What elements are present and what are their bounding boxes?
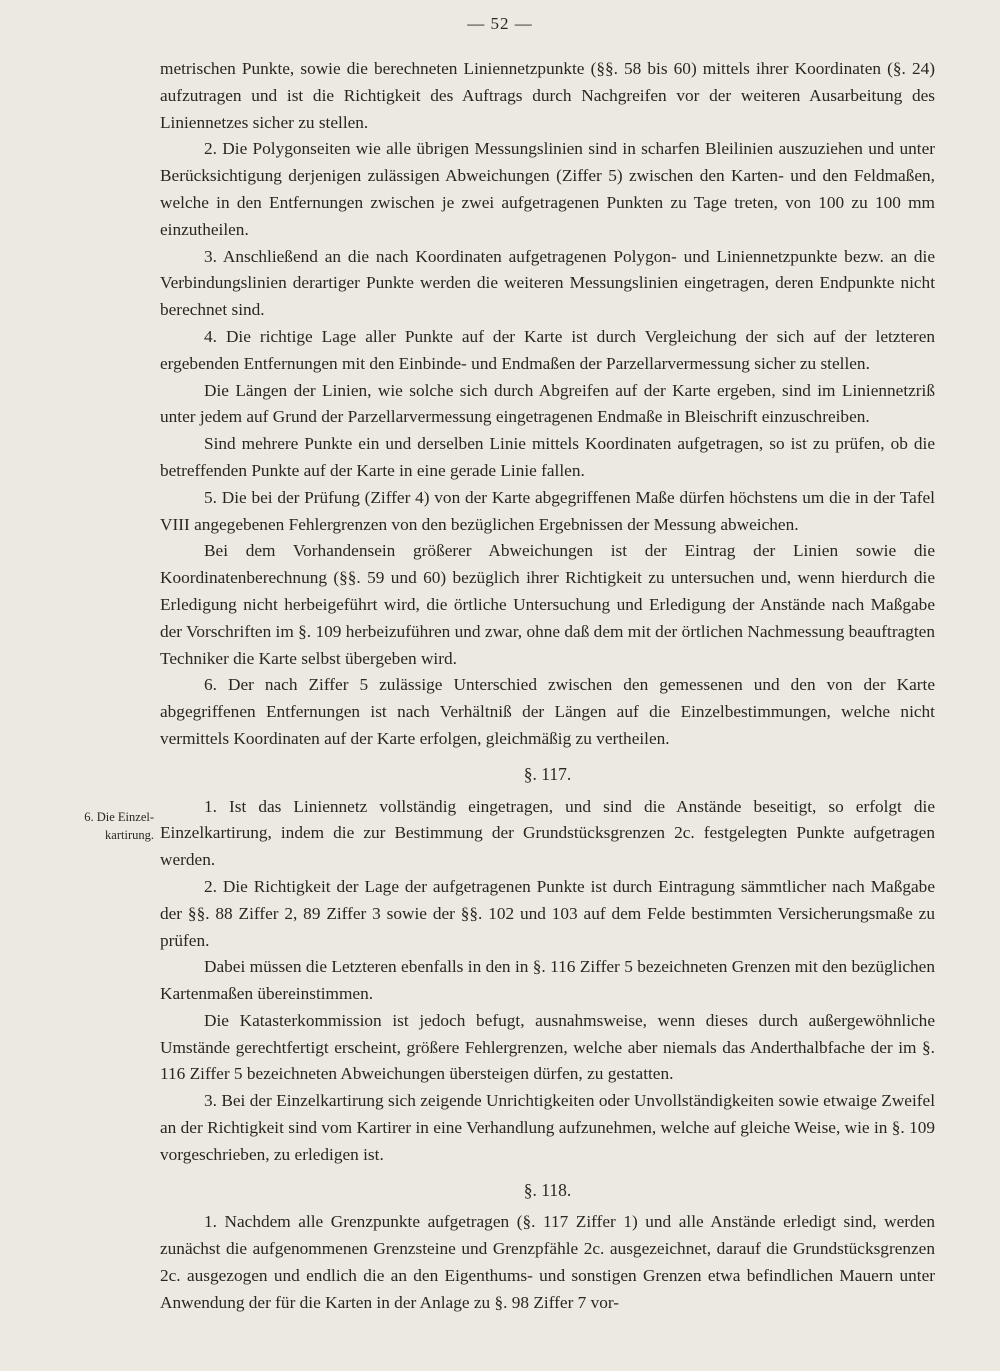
section-heading-118: §. 118. xyxy=(523,1179,572,1200)
body-text xyxy=(160,56,935,1317)
section-heading-117: §. 117. xyxy=(523,763,572,784)
paragraph: 2. Die Polygonseiten wie alle übrigen Messungslinien sind in scharfen Bleilinien auszuziehen und unter Berücksichtigung derjenigen zulässigen Abweichungen (Ziffer 5) zwischen den Karten- und den Feldmaßen, welche in den Entfernungen zwischen je zwei aufgetragenen Punkten zu Tage treten, von 100 zu 100 mm einzutheilen. xyxy=(160,139,935,239)
paragraph: Bei dem Vorhandensein größerer Abweichungen ist der Eintrag der Linien sowie die Koordinatenberechnung (§§. 59 und 60) bezüglich ihrer Richtigkeit zu untersuchen und, wenn hierdurch die Erledigung nicht herbeigeführt wird, die örtliche Untersuchung und Erledigung der Anstände nach Maßgabe der Vorschriften im §. 109 herbeizuführen und zwar, ohne daß dem mit der örtlichen Nachmessung beauftragten Techniker die Karte selbst übergeben wird. xyxy=(160,541,935,668)
margin-note-line: kartirung. xyxy=(105,828,154,842)
paragraph: Die Längen der Linien, wie solche sich durch Abgreifen auf der Karte ergeben, sind im Liniennetzriß unter jedem auf Grund der Parzellarvermessung eingetragenen Endmaße in Bleischrift einzuschreiben. xyxy=(160,380,935,427)
paragraph: 4. Die richtige Lage aller Punkte auf der Karte ist durch Vergleichung der sich auf der letzteren ergebenden Entfernungen mit den Einbinde- und Endmaßen der Parzellarvermessung sicher zu stellen. xyxy=(160,326,935,373)
paragraph: Sind mehrere Punkte ein und derselben Linie mittels Koordinaten aufgetragen, so ist zu prüfen, ob die betreffenden Punkte auf der Karte in eine gerade Linie fallen. xyxy=(160,434,935,480)
paragraph: 3. Bei der Einzelkartirung sich zeigende Unrichtigkeiten oder Unvollständigkeiten sowie etwaige Zweifel an der Richtigkeit sind vom Kartirer in eine Verhandlung aufzunehmen, welche auf gleiche Weise, wie in §. 109 vorgeschrieben, zu erledigen ist. xyxy=(160,1091,935,1164)
paragraph: 1. Ist das Liniennetz vollständig eingetragen, und sind die Anstände beseitigt, so erfolgt die Einzelkartirung, indem die zur Bestimmung der Grundstücksgrenzen 2c. festgelegten Punkte aufgetragen werden. xyxy=(160,796,935,870)
paragraph: Dabei müssen die Letzteren ebenfalls in den in §. 116 Ziffer 5 bezeichneten Grenzen mit den bezüglichen Kartenmaßen übereinstimmen. xyxy=(160,957,935,1004)
paragraph: metrischen Punkte, sowie die berechneten Liniennetzpunkte (§§. 58 bis 60) mittels ihrer Koordinaten (§. 24) aufzutragen und ist die Richtigkeit des Auftrags durch Nachgreifen vor der weiteren Ausarbeitung des Liniennetzes sicher zu stellen. xyxy=(160,59,935,132)
paragraph: 6. Der nach Ziffer 5 zulässige Unterschied zwischen den gemessenen und den von der Karte abgegriffenen Entfernungen ist nach Verhältniß der Längen auf die Einzelbestimmungen, welche nicht vermittels Koordinaten auf der Karte erfolgen, gleichmäßig zu vertheilen. xyxy=(160,675,935,748)
margin-note-line: 6. Die Einzel- xyxy=(84,810,154,824)
page-number: — 52 — xyxy=(467,14,533,33)
paragraph: 5. Die bei der Prüfung (Ziffer 4) von der Karte abgegriffenen Maße dürfen höchstens um die in der Tafel VIII angegebenen Fehlergrenzen von den bezüglichen Ergebnissen der Messung abweichen. xyxy=(160,487,935,534)
paragraph: 1. Nachdem alle Grenzpunkte aufgetragen (§. 117 Ziffer 1) und alle Anstände erledigt sind, werden zunächst die aufgenommenen Grenzsteine und Grenzpfähle 2c. ausgezeichnet, darauf die Grundstücksgrenzen 2c. ausgezogen und endlich die an den Eigenthums- und sonstigen Grenzen etwa befindlichen Mauern unter Anwendung der für die Karten in der Anlage zu §. 98 Ziffer 7 vor- xyxy=(160,1212,935,1312)
margin-note xyxy=(56,808,154,844)
paragraph: 2. Die Richtigkeit der Lage der aufgetragenen Punkte ist durch Eintragung sämmtlicher nach Maßgabe der §§. 88 Ziffer 2, 89 Ziffer 3 sowie der §§. 102 und 103 auf dem Felde bestimmten Versicherungsmaße zu prüfen. xyxy=(160,876,935,950)
paragraph: Die Katasterkommission ist jedoch befugt, ausnahmsweise, wenn dieses durch außergewöhnliche Umstände gerechtfertigt erscheint, größere Fehlergrenzen, welche aber niemals das Anderthalbfache der im §. 116 Ziffer 5 bezeichneten Abweichungen übersteigen dürfen, zu gestatten. xyxy=(160,1010,935,1084)
paragraph: 3. Anschließend an die nach Koordinaten aufgetragenen Polygon- und Liniennetzpunkte bezw. an die Verbindungslinien derartiger Punkte werden die weiteren Messungslinien eingetragen, deren Endpunkte nicht berechnet sind. xyxy=(160,246,935,320)
